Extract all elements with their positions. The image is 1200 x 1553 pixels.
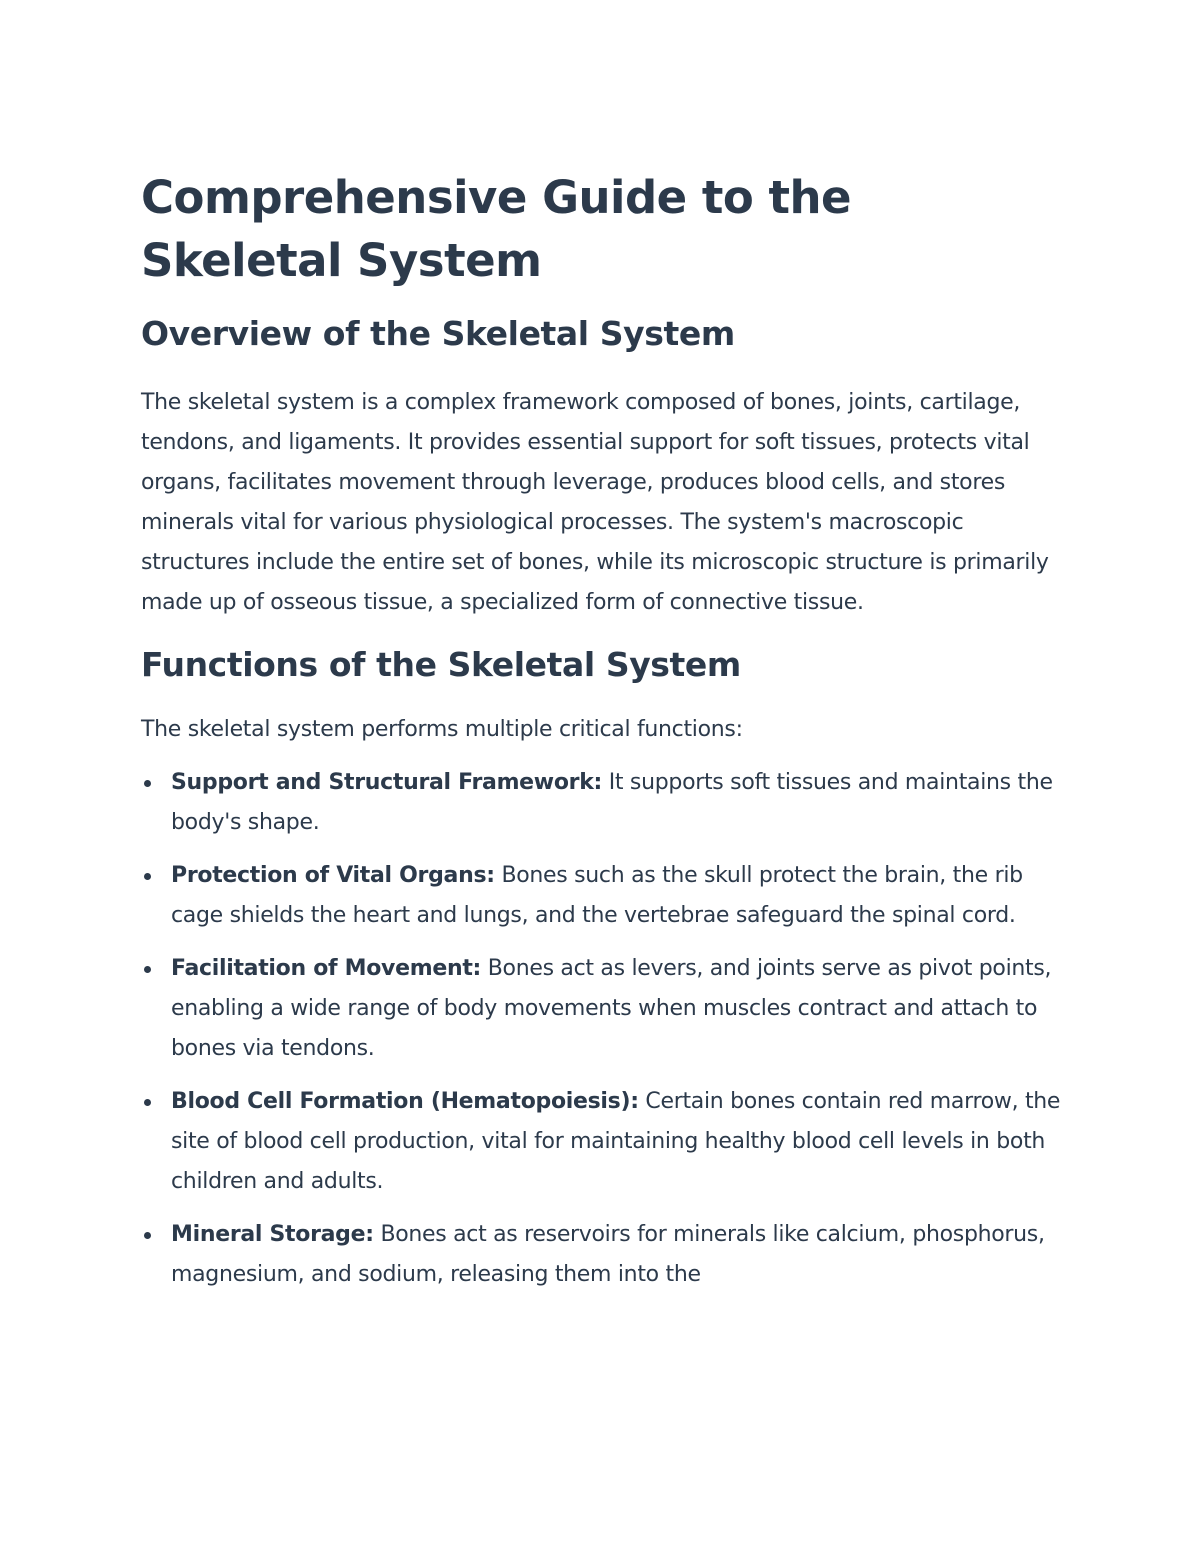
list-item-protection xyxy=(141,856,1061,936)
list-item-term: Support and Structural Framework: xyxy=(171,770,603,795)
list-item-term: Protection of Vital Organs: xyxy=(171,863,495,888)
overview-paragraph: The skeletal system is a complex framework composed of bones, joints, cartilage, tendons, and ligaments. It provides essential support for soft tissues, protects vital organs, facilitates movement through leverage, produces blood cells, and stores minerals vital for various physiological processes. The system's macroscopic structures include the entire set of bones, while its microscopic structure is primarily made up of osseous tissue, a specialized form of connective tissue. xyxy=(141,390,1049,615)
list-item-support xyxy=(141,763,1061,843)
functions-heading: Functions of the Skeletal System xyxy=(141,645,741,684)
list-item-term: Blood Cell Formation (Hematopoiesis): xyxy=(171,1089,639,1114)
document-title: Comprehensive Guide to the Skeletal System xyxy=(141,171,852,287)
list-item-text: Certain bones contain red marrow, the site of blood cell production, vital for maintaining healthy blood cell levels in both children and adults. xyxy=(171,1089,1061,1194)
list-item-text: It supports soft tissues and maintains the body's shape. xyxy=(171,770,1053,835)
functions-list xyxy=(141,763,1061,1295)
list-item-term: Facilitation of Movement: xyxy=(171,956,482,981)
list-item-hematopoiesis xyxy=(141,1082,1061,1202)
list-item-movement xyxy=(141,949,1061,1069)
list-item-mineral-storage xyxy=(141,1215,1061,1295)
functions-intro: The skeletal system performs multiple critical functions: xyxy=(141,717,743,742)
overview-heading: Overview of the Skeletal System xyxy=(141,314,735,353)
list-item-term: Mineral Storage: xyxy=(171,1222,374,1247)
document-page xyxy=(141,166,1061,1308)
list-item-text: Bones act as reservoirs for minerals like calcium, phosphorus, magnesium, and sodium, releasing them into the xyxy=(171,1222,1045,1287)
list-item-text: Bones act as levers, and joints serve as pivot points, enabling a wide range of body movements when muscles contract and attach to bones via tendons. xyxy=(171,956,1052,1061)
list-item-text: Bones such as the skull protect the brain, the rib cage shields the heart and lungs, and the vertebrae safeguard the spinal cord. xyxy=(171,863,1023,928)
